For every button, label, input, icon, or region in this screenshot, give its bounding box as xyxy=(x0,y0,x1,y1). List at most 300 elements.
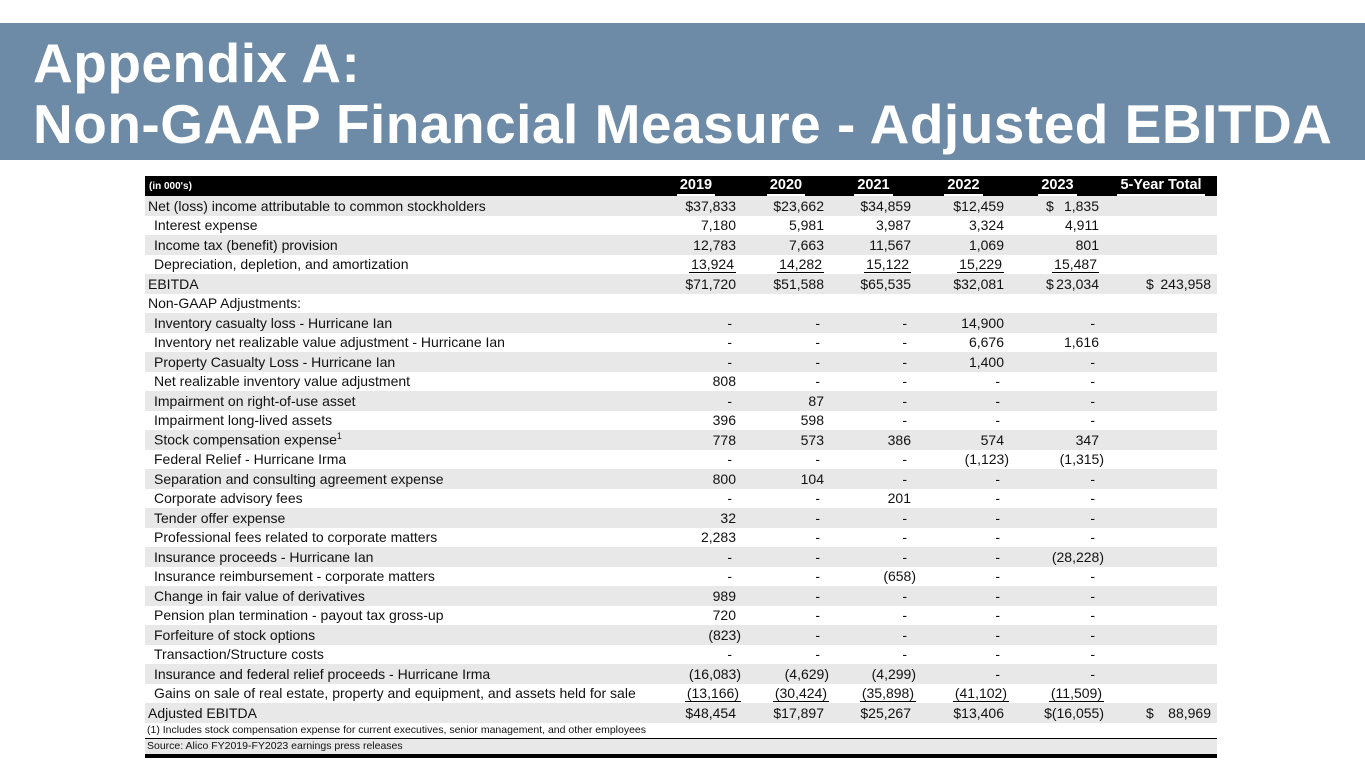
column-header-label: 2019 xyxy=(677,177,715,196)
value-cell xyxy=(742,705,830,721)
cell-value: - xyxy=(902,353,907,370)
cell-value: - xyxy=(1090,587,1095,604)
row-label: Impairment on right-of-use asset xyxy=(154,392,356,409)
table-row xyxy=(145,567,1217,587)
value-cell xyxy=(1010,529,1105,545)
value-cell xyxy=(917,627,1010,643)
cell-value: 720 xyxy=(712,607,736,624)
value-cell xyxy=(650,198,742,214)
value-cell xyxy=(742,490,830,506)
cell-value: $32,081 xyxy=(953,275,1004,292)
value-cell xyxy=(917,373,1010,389)
cell-value: - xyxy=(995,490,1000,507)
value-cell xyxy=(1010,432,1105,448)
cell-value: - xyxy=(1090,607,1095,624)
value-cell xyxy=(650,334,742,350)
cell-value: - xyxy=(1090,373,1095,390)
currency-symbol: $ xyxy=(1046,275,1054,292)
cell-value: 15,122 xyxy=(866,255,909,272)
cell-value: 3,324 xyxy=(968,217,1004,234)
cell-value: $(16,055) xyxy=(1044,704,1104,721)
value-cell xyxy=(1010,666,1105,682)
value-cell xyxy=(917,568,1010,584)
value-cell xyxy=(650,549,742,565)
cell-value: 7,180 xyxy=(700,217,736,234)
value-cell xyxy=(917,549,1010,565)
cell-value: 23,034 xyxy=(1056,275,1099,292)
table-row xyxy=(145,274,1217,294)
value-cell xyxy=(917,237,1010,253)
cell-value: - xyxy=(727,334,732,351)
cell-value: 15,487 xyxy=(1054,255,1097,272)
value-cell xyxy=(650,510,742,526)
cell-value: - xyxy=(902,470,907,487)
value-cell xyxy=(830,256,917,273)
column-header-label: 2020 xyxy=(767,177,805,196)
cell-value: - xyxy=(1090,314,1095,331)
table-row xyxy=(145,372,1217,392)
row-label: Net (loss) income attributable to common stockholders xyxy=(148,197,486,214)
value-cell xyxy=(650,607,742,623)
slide-header xyxy=(0,23,1365,160)
value-cell xyxy=(830,549,917,565)
value-cell xyxy=(830,568,917,584)
table-row xyxy=(145,333,1217,353)
cell-value: - xyxy=(1090,626,1095,643)
value-cell xyxy=(742,412,830,428)
cell-value: - xyxy=(995,626,1000,643)
column-header-label: 2023 xyxy=(1038,177,1076,196)
row-label: Adjusted EBITDA xyxy=(148,704,257,721)
row-label: Stock compensation expense$^1$ xyxy=(154,431,342,449)
value-cell xyxy=(917,685,1010,702)
cell-value: - xyxy=(727,451,732,468)
cell-value: - xyxy=(902,392,907,409)
value-cell xyxy=(917,393,1010,409)
footnote-ref: 1 xyxy=(336,431,342,442)
cell-value: - xyxy=(815,509,820,526)
value-cell xyxy=(650,217,742,233)
cell-value: - xyxy=(727,392,732,409)
value-cell xyxy=(650,432,742,448)
value-cell xyxy=(650,627,742,643)
cell-value: (30,424) xyxy=(774,684,827,701)
value-cell xyxy=(742,529,830,545)
value-cell xyxy=(917,315,1010,331)
cell-value: - xyxy=(995,373,1000,390)
value-cell xyxy=(742,354,830,370)
value-cell xyxy=(650,373,742,389)
value-cell xyxy=(650,685,742,702)
value-cell xyxy=(650,256,742,273)
units-label: (in 000's) xyxy=(149,180,192,192)
value-cell xyxy=(650,568,742,584)
cell-value: - xyxy=(815,568,820,585)
value-cell xyxy=(917,666,1010,682)
cell-value: - xyxy=(902,646,907,663)
row-label: Gains on sale of real estate, property and equipment, and assets held for sale xyxy=(154,685,636,702)
value-cell xyxy=(650,412,742,428)
table-row xyxy=(145,664,1217,684)
cell-value: 104 xyxy=(800,470,824,487)
table-row xyxy=(145,216,1217,236)
value-cell xyxy=(1010,354,1105,370)
value-cell xyxy=(917,705,1010,721)
row-label: EBITDA xyxy=(148,275,199,292)
value-cell xyxy=(742,393,830,409)
row-label: Insurance proceeds - Hurricane Ian xyxy=(154,548,374,565)
value-cell xyxy=(917,607,1010,623)
value-cell xyxy=(917,451,1010,467)
cell-value: 1,616 xyxy=(1063,334,1099,351)
value-cell xyxy=(917,510,1010,526)
value-cell xyxy=(742,685,830,702)
cell-value: 3,987 xyxy=(875,217,911,234)
cell-value: 386 xyxy=(887,431,911,448)
cell-value: - xyxy=(902,334,907,351)
cell-value: $51,588 xyxy=(773,275,824,292)
table-row xyxy=(145,625,1217,645)
cell-value: $23,662 xyxy=(773,197,824,214)
currency-symbol: $ xyxy=(1046,197,1054,214)
cell-value: - xyxy=(902,626,907,643)
cell-value: - xyxy=(995,587,1000,604)
cell-value: - xyxy=(815,314,820,331)
table-row xyxy=(145,703,1217,723)
value-cell xyxy=(650,705,742,721)
column-header-2022 xyxy=(917,177,1010,196)
value-cell xyxy=(830,217,917,233)
value-cell xyxy=(917,217,1010,233)
cell-value: - xyxy=(1090,412,1095,429)
cell-value: - xyxy=(815,353,820,370)
value-cell xyxy=(830,334,917,350)
cell-value: - xyxy=(995,412,1000,429)
row-label: Professional fees related to corporate matters xyxy=(154,529,438,546)
value-cell xyxy=(1010,451,1105,467)
cell-value: - xyxy=(1090,568,1095,585)
cell-value: - xyxy=(815,607,820,624)
cell-value: - xyxy=(902,509,907,526)
cell-value: $12,459 xyxy=(953,197,1004,214)
cell-value: (11,509) xyxy=(1050,684,1102,701)
value-cell xyxy=(650,451,742,467)
cell-value: - xyxy=(1090,490,1095,507)
row-label: Depreciation, depletion, and amortization xyxy=(154,256,409,273)
cell-value: - xyxy=(902,529,907,546)
value-cell xyxy=(917,490,1010,506)
cell-value: - xyxy=(902,548,907,565)
row-label: Inventory casualty loss - Hurricane Ian xyxy=(154,314,393,331)
cell-value: - xyxy=(995,646,1000,663)
row-label: Federal Relief - Hurricane Irma xyxy=(154,451,347,468)
cell-value: 800 xyxy=(712,470,736,487)
column-header-2019 xyxy=(650,177,742,196)
cell-value: $48,454 xyxy=(685,704,736,721)
value-cell xyxy=(650,588,742,604)
cell-value: (16,083) xyxy=(688,665,741,682)
cell-value: - xyxy=(902,451,907,468)
table-row xyxy=(145,411,1217,431)
value-cell xyxy=(830,354,917,370)
row-label: Tender offer expense xyxy=(154,509,286,526)
cell-value: - xyxy=(902,587,907,604)
cell-value: - xyxy=(1090,353,1095,370)
value-cell xyxy=(650,354,742,370)
value-cell xyxy=(650,646,742,662)
cell-value: - xyxy=(902,373,907,390)
cell-value: (35,898) xyxy=(861,684,914,701)
value-cell xyxy=(742,217,830,233)
value-cell xyxy=(1010,276,1105,292)
cell-value: 88,969 xyxy=(1168,704,1211,721)
cell-value: 2,283 xyxy=(700,529,736,546)
value-cell xyxy=(742,256,830,273)
cell-value: 7,663 xyxy=(788,236,824,253)
value-cell xyxy=(742,237,830,253)
row-label: Interest expense xyxy=(154,217,258,234)
value-cell xyxy=(917,432,1010,448)
value-cell xyxy=(917,276,1010,292)
cell-value: - xyxy=(727,568,732,585)
cell-value: 6,676 xyxy=(968,334,1004,351)
table-row xyxy=(145,450,1217,470)
value-cell xyxy=(917,334,1010,350)
cell-value: - xyxy=(1090,529,1095,546)
value-cell xyxy=(830,607,917,623)
cell-value: - xyxy=(995,665,1000,682)
value-cell xyxy=(1010,510,1105,526)
cell-value: - xyxy=(815,334,820,351)
table-body xyxy=(145,196,1217,723)
cell-value: 11,567 xyxy=(869,236,911,253)
column-header-2021 xyxy=(830,177,917,196)
table-row xyxy=(145,294,1217,314)
table-row xyxy=(145,469,1217,489)
cell-value: (41,102) xyxy=(954,684,1007,701)
value-cell xyxy=(830,529,917,545)
table-row xyxy=(145,235,1217,255)
row-label: Change in fair value of derivatives xyxy=(154,587,365,604)
value-cell xyxy=(1010,217,1105,233)
value-cell xyxy=(650,393,742,409)
cell-value: - xyxy=(815,373,820,390)
cell-value: $34,859 xyxy=(860,197,911,214)
value-cell xyxy=(830,276,917,292)
cell-value: - xyxy=(1090,665,1095,682)
value-cell xyxy=(917,588,1010,604)
cell-value: - xyxy=(815,548,820,565)
value-cell xyxy=(742,315,830,331)
value-cell xyxy=(917,354,1010,370)
table-header-row xyxy=(145,176,1217,196)
cell-value: - xyxy=(995,568,1000,585)
cell-value: - xyxy=(902,607,907,624)
value-cell xyxy=(1010,471,1105,487)
cell-value: - xyxy=(995,529,1000,546)
cell-value: - xyxy=(995,548,1000,565)
value-cell xyxy=(650,315,742,331)
table-row xyxy=(145,255,1217,275)
cell-value: - xyxy=(727,314,732,331)
cell-value: - xyxy=(1090,509,1095,526)
value-cell xyxy=(742,373,830,389)
cell-value: 778 xyxy=(712,431,736,448)
cell-value: - xyxy=(815,626,820,643)
cell-value: 13,924 xyxy=(691,255,734,272)
value-cell xyxy=(830,432,917,448)
table-row xyxy=(145,586,1217,606)
table-row xyxy=(145,684,1217,704)
value-cell xyxy=(917,256,1010,273)
column-header-label: 2021 xyxy=(854,177,892,196)
table-row xyxy=(145,430,1217,450)
cell-value: (4,299) xyxy=(871,665,916,682)
row-label: Insurance and federal relief proceeds - Hurricane Irma xyxy=(154,665,491,682)
column-header-label: 5-Year Total xyxy=(1117,177,1204,196)
value-cell xyxy=(830,705,917,721)
cell-value: 808 xyxy=(712,373,736,390)
value-cell xyxy=(917,529,1010,545)
cell-value: 1,835 xyxy=(1063,197,1099,214)
cell-value: - xyxy=(995,607,1000,624)
row-label: Non-GAAP Adjustments: xyxy=(148,295,302,312)
footnote-1: (1) Includes stock compensation expense for current executives, senior management, and other employees xyxy=(147,723,647,736)
cell-value: - xyxy=(727,646,732,663)
row-label: Property Casualty Loss - Hurricane Ian xyxy=(154,353,396,370)
cell-value: - xyxy=(1090,646,1095,663)
cell-value: (823) xyxy=(708,626,741,643)
value-cell xyxy=(1010,568,1105,584)
value-cell xyxy=(830,373,917,389)
value-cell xyxy=(830,412,917,428)
cell-value: 1,069 xyxy=(968,236,1004,253)
cell-value: $13,406 xyxy=(953,704,1004,721)
currency-symbol: $ xyxy=(1146,704,1154,721)
value-cell xyxy=(830,451,917,467)
row-label: Corporate advisory fees xyxy=(154,490,303,507)
value-cell xyxy=(1010,412,1105,428)
cell-value: - xyxy=(902,412,907,429)
value-cell xyxy=(742,549,830,565)
value-cell xyxy=(742,334,830,350)
cell-value: - xyxy=(1090,392,1095,409)
value-cell xyxy=(1010,237,1105,253)
cell-value: - xyxy=(902,314,907,331)
row-label: Pension plan termination - payout tax gross-up xyxy=(154,607,444,624)
cell-value: - xyxy=(727,490,732,507)
value-cell xyxy=(1010,549,1105,565)
cell-value: $25,267 xyxy=(860,704,911,721)
cell-value: (4,629) xyxy=(784,665,829,682)
value-cell xyxy=(650,237,742,253)
cell-value: 12,783 xyxy=(693,236,736,253)
cell-value: 243,958 xyxy=(1160,275,1211,292)
value-cell xyxy=(1010,705,1105,721)
value-cell xyxy=(917,412,1010,428)
value-cell xyxy=(830,627,917,643)
cell-value: 201 xyxy=(887,490,911,507)
cell-value: 1,400 xyxy=(968,353,1004,370)
column-header-2023 xyxy=(1010,177,1105,196)
row-label: Inventory net realizable value adjustment - Hurricane Ian xyxy=(154,334,505,351)
value-cell xyxy=(1010,373,1105,389)
value-cell xyxy=(742,276,830,292)
cell-value: - xyxy=(815,490,820,507)
cell-value: - xyxy=(995,392,1000,409)
currency-symbol: $ xyxy=(1146,275,1154,292)
value-cell xyxy=(1010,627,1105,643)
cell-value: (1,315) xyxy=(1059,451,1104,468)
cell-value: 87 xyxy=(808,392,824,409)
value-cell xyxy=(1010,607,1105,623)
cell-value: $71,720 xyxy=(685,275,736,292)
value-cell xyxy=(1010,685,1105,702)
row-label: Transaction/Structure costs xyxy=(154,646,324,663)
cell-value: (658) xyxy=(883,568,916,585)
value-cell xyxy=(830,315,917,331)
value-cell xyxy=(650,529,742,545)
cell-value: - xyxy=(995,509,1000,526)
value-cell xyxy=(742,510,830,526)
cell-value: 801 xyxy=(1075,236,1099,253)
value-cell xyxy=(917,198,1010,214)
table-row xyxy=(145,547,1217,567)
value-cell xyxy=(830,666,917,682)
cell-value: 4,911 xyxy=(1065,217,1099,234)
slide-title-line1: Appendix A: xyxy=(33,32,361,94)
row-label: Insurance reimbursement - corporate matters xyxy=(154,568,435,585)
table-row xyxy=(145,352,1217,372)
cell-value: - xyxy=(815,529,820,546)
cell-value: 598 xyxy=(800,412,824,429)
cell-value: - xyxy=(727,353,732,370)
slide-title-line2: Non-GAAP Financial Measure - Adjusted EBITDA xyxy=(33,93,1333,155)
column-header-2020 xyxy=(742,177,830,196)
table-row xyxy=(145,313,1217,333)
value-cell xyxy=(742,666,830,682)
cell-value: - xyxy=(815,646,820,663)
value-cell xyxy=(1105,276,1217,292)
value-cell xyxy=(1010,315,1105,331)
table-row xyxy=(145,528,1217,548)
cell-value: 14,900 xyxy=(961,314,1004,331)
value-cell xyxy=(742,198,830,214)
value-cell xyxy=(830,646,917,662)
row-label: Net realizable inventory value adjustment xyxy=(154,373,411,390)
cell-value: - xyxy=(815,451,820,468)
cell-value: $37,833 xyxy=(685,197,736,214)
cell-value: (13,166) xyxy=(686,684,739,701)
table-row xyxy=(145,196,1217,216)
value-cell xyxy=(742,627,830,643)
table-row xyxy=(145,508,1217,528)
cell-value: (1,123) xyxy=(964,451,1009,468)
column-header-label: 2022 xyxy=(944,177,982,196)
value-cell xyxy=(830,393,917,409)
value-cell xyxy=(1010,588,1105,604)
value-cell xyxy=(742,646,830,662)
cell-value: - xyxy=(995,470,1000,487)
cell-value: 989 xyxy=(712,587,736,604)
row-label: Forfeiture of stock options xyxy=(154,626,316,643)
table-row xyxy=(145,645,1217,665)
column-header-5-year-total xyxy=(1105,177,1217,196)
value-cell xyxy=(1010,646,1105,662)
value-cell xyxy=(830,490,917,506)
value-cell xyxy=(1010,198,1105,214)
cell-value: (28,228) xyxy=(1051,548,1104,565)
